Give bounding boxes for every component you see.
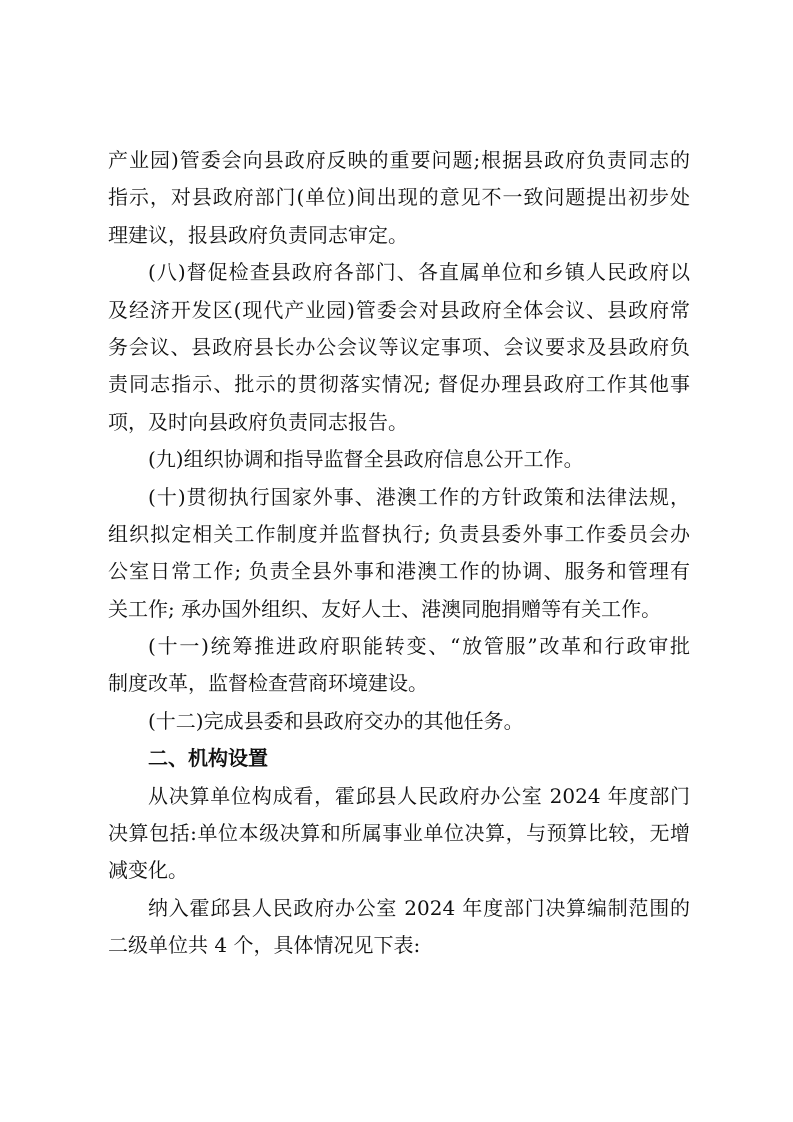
paragraph-line: (八)督促检查县政府各部门、各直属单位和乡镇人民政府以 bbox=[148, 260, 690, 285]
paragraph-line: 产业园)管委会向县政府反映的重要问题;根据县政府负责同志的 bbox=[108, 148, 690, 172]
paragraph-line: 关工作; 承办国外组织、友好人士、港澳同胞捐赠等有关工作。 bbox=[108, 596, 662, 621]
paragraph-line: 指示，对县政府部门(单位)间出现的意见不一致问题提出初步处 bbox=[108, 185, 690, 210]
paragraph-line: (十)贯彻执行国家外事、港澳工作的方针政策和法律法规， bbox=[148, 484, 690, 509]
document-body bbox=[108, 142, 690, 965]
paragraph-line: 从决算单位构成看，霍邱县人民政府办公室 2024 年度部门 bbox=[148, 783, 690, 808]
paragraph-line: (十二)完成县委和县政府交办的其他任务。 bbox=[148, 708, 524, 733]
paragraph-line: 制度改革，监督检查营商环境建设。 bbox=[108, 671, 428, 696]
section-heading: 二、机构设置 bbox=[148, 746, 268, 771]
paragraph-line: 减变化。 bbox=[108, 858, 188, 883]
paragraph-line: 项，及时向县政府负责同志报告。 bbox=[108, 409, 408, 434]
paragraph-line: 组织拟定相关工作制度并监督执行; 负责县委外事工作委员会办 bbox=[108, 521, 690, 546]
paragraph-line: 公室日常工作; 负责全县外事和港澳工作的协调、服务和管理有 bbox=[108, 559, 690, 584]
paragraph-line: 纳入霍邱县人民政府办公室 2024 年度部门决算编制范围的 bbox=[148, 895, 690, 920]
paragraph-line: 理建议，报县政府负责同志审定。 bbox=[108, 222, 408, 247]
paragraph-line: 及经济开发区(现代产业园)管委会对县政府全体会议、县政府常 bbox=[108, 297, 690, 322]
paragraph-line: 二级单位共 4 个，具体情况见下表: bbox=[108, 933, 421, 958]
paragraph-line: 决算包括:单位本级决算和所属事业单位决算，与预算比较，无增 bbox=[108, 821, 690, 846]
paragraph-line: 务会议、县政府县长办公会议等议定事项、会议要求及县政府负 bbox=[108, 334, 690, 359]
paragraph-line: (九)组织协调和指导监督全县政府信息公开工作。 bbox=[148, 447, 584, 472]
paragraph-line: (十一)统筹推进政府职能转变、“放管服”改革和行政审批 bbox=[148, 634, 690, 659]
paragraph-line: 责同志指示、批示的贯彻落实情况; 督促办理县政府工作其他事 bbox=[108, 372, 690, 397]
